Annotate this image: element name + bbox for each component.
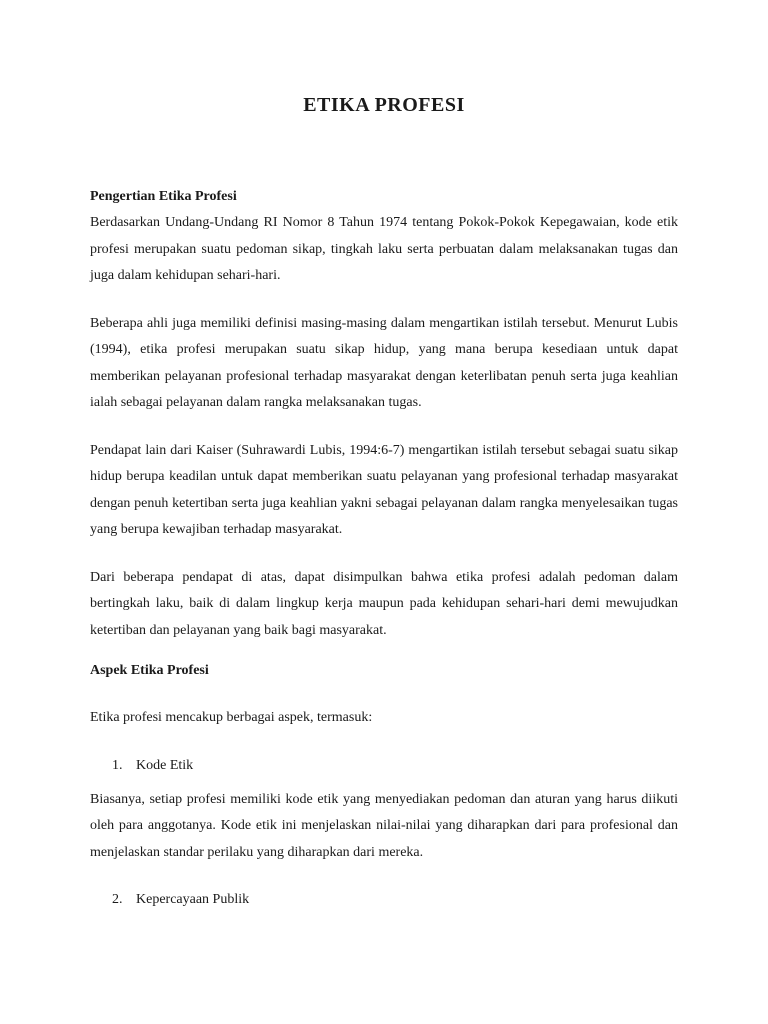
document-body <box>90 184 678 913</box>
paragraph-1: Berdasarkan Undang-Undang RI Nomor 8 Tahun 1974 tentang Pokok-Pokok Kepegawaian, kode etik profesi merupakan suatu pedoman sikap, tingkah laku serta perbuatan dalam melaksanakan tugas dan juga dalam kehidupan sehari-hari. <box>90 215 678 283</box>
list-item-number: 1. <box>112 757 123 773</box>
list-item <box>90 887 678 913</box>
list-item-label: Kepercayaan Publik <box>136 892 250 907</box>
list-item-number: 2. <box>112 892 123 907</box>
section-heading-aspek: Aspek Etika Profesi <box>90 663 209 678</box>
list-item-text: Biasanya, setiap profesi memiliki kode etik yang menyediakan pedoman dan aturan yang harus diikuti oleh para anggotanya. Kode etik ini menjelaskan nilai-nilai yang diharapkan dari para profesional dan menjelaskan standar perilaku yang diharapkan dari mereka. <box>90 791 678 860</box>
list-item-label: Kode Etik <box>136 757 194 773</box>
paragraph-2: Beberapa ahli juga memiliki definisi masing-masing dalam mengartikan istilah tersebut. Menurut Lubis (1994), etika profesi merupakan suatu sikap hidup, yang mana berupa kesediaan untuk dapat memberikan pelayanan profesional terhadap masyarakat dengan keterlibatan penuh serta juga keahlian ialah sebagai pelayanan dalam rangka melaksanakan tugas. <box>90 315 678 410</box>
list-item <box>90 753 678 779</box>
document-title: ETIKA PROFESI <box>303 94 465 116</box>
paragraph-4: Dari beberapa pendapat di atas, dapat disimpulkan bahwa etika profesi adalah pedoman dalam bertingkah laku, baik di dalam lingkup kerja maupun pada kehidupan sehari-hari demi mewujudkan ketertiban dan pelayanan yang baik bagi masyarakat. <box>90 569 678 638</box>
section-intro: Etika profesi mencakup berbagai aspek, termasuk: <box>90 710 373 725</box>
paragraph-3: Pendapat lain dari Kaiser (Suhrawardi Lubis, 1994:6-7) mengartikan istilah tersebut sebagai suatu sikap hidup berupa keadilan untuk dapat memberikan suatu pelayanan yang profesional terhadap masyarakat dengan penuh ketertiban serta juga keahlian yakni sebagai pelayanan dalam rangka menyelesaikan tugas yang berupa kewajiban terhadap masyarakat. <box>90 442 678 537</box>
section-heading-pengertian: Pengertian Etika Profesi <box>90 189 237 204</box>
